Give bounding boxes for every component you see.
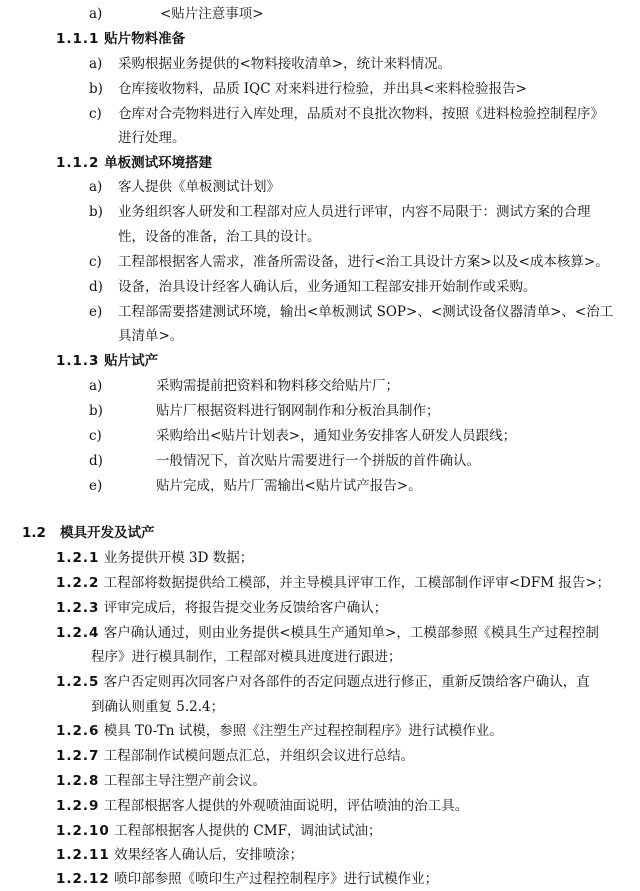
list-marker: e) [89,478,103,494]
list-item-text: <贴片注意事项> [160,6,264,22]
sub-item [56,822,381,840]
list-marker: b) [89,204,103,220]
section-heading [56,154,212,172]
item-text: 业务提供开模 3D 数据； [103,550,254,566]
item-number: 1.2.8 [56,773,100,789]
list-item-continuation: 具清单>。 [118,328,184,344]
item-number: 1.2.9 [56,798,100,814]
list-item-continuation: 性，设备的准备，治工具的设计。 [118,229,321,245]
item-text: 模具 T0-Tn 试模，参照《注塑生产过程控制程序》进行试模作业。 [103,723,503,739]
sub-item [56,797,468,815]
item-number: 1.2.7 [56,748,100,764]
item-text: 工程部根据客人提供的 CMF，调油试试油； [114,823,382,839]
section-title: 模具开发及试产 [60,525,155,541]
item-text: 工程部根据客人提供的外观喷油面说明，评估喷油的治工具。 [103,798,469,814]
list-item-continuation: 进行处理。 [118,130,186,146]
section-title: 贴片试产 [104,353,159,369]
list-item-text: 仓库对合壳物料进行入库处理，品质对不良批次物料，按照《进料检验控制程序》 [118,106,604,122]
list-marker: e) [89,304,103,320]
item-text: 工程部主导注塑产前会议。 [103,773,266,789]
sub-item [56,747,414,765]
list-marker: c) [89,106,102,122]
list-item-text: 仓库接收物料，品质 IQC 对来料进行检验，并出具<来料检验报告> [118,81,527,97]
item-number: 1.2.6 [56,723,100,739]
item-number: 1.2.11 [56,847,110,863]
sub-item [56,673,590,691]
list-marker: c) [89,428,102,444]
item-continuation: 到确认则重复 5.2.4； [91,699,225,715]
section-heading [56,30,185,48]
item-text: 客户确认通过，则由业务提供<模具生产通知单>，工模部参照《模具生产过程控制 [103,625,599,641]
sub-item [56,722,503,740]
item-number: 1.2.10 [56,823,110,839]
sub-item [56,574,610,592]
item-number: 1.2.3 [56,600,100,616]
item-number: 1.2.2 [56,575,100,591]
item-text: 工程部制作试模问题点汇总，并组织会议进行总结。 [103,748,415,764]
item-number: 1.2.1 [56,550,100,566]
list-item-text: 采购给出<贴片计划表>，通知业务安排客人研发人员跟线； [156,428,517,444]
list-marker: a) [89,6,103,22]
item-number: 1.2.12 [56,871,110,887]
sub-item [56,599,387,617]
list-marker: d) [89,279,103,295]
list-marker: a) [89,179,103,195]
section-heading [56,352,158,370]
section-number: 1.1.2 [56,155,100,171]
list-item-text: 贴片完成，贴片厂需输出<贴片试产报告>。 [156,478,422,494]
list-item-text: 工程部需要搭建测试环境，输出<单板测试 SOP>、<测试设备仪器清单>、<治工 [118,304,614,320]
item-text: 喷印部参照《喷印生产过程控制程序》进行试模作业； [114,871,439,887]
section-heading [22,524,155,542]
list-marker: b) [89,403,103,419]
item-text: 评审完成后，将报告提交业务反馈给客户确认； [103,600,388,616]
item-text: 工程部将数据提供给工模部，并主导模具评审工作，工模部制作评审<DFM 报告>； [103,575,611,591]
list-item-text: 贴片厂根据资料进行钢网制作和分板治具制作； [156,403,440,419]
list-item-text: 采购根据业务提供的<物料接收清单>，统计来料情况。 [118,56,452,72]
section-number: 1.2 [22,525,46,541]
sub-item [56,846,303,864]
list-item-text: 客人提供《单板测试计划》 [118,179,280,195]
list-marker: c) [89,254,102,270]
list-marker: a) [89,378,103,394]
list-item-text: 工程部根据客人需求，准备所需设备，进行<治工具设计方案>以及<成本核算>。 [118,254,609,270]
list-marker: d) [89,453,103,469]
list-item-text: 采购需提前把资料和物料移交给贴片厂； [156,378,399,394]
sub-item [56,549,253,567]
section-number: 1.1.1 [56,31,100,47]
item-text: 效果经客人确认后，安排喷涂； [114,847,304,863]
section-title: 单板测试环境搭建 [104,155,213,171]
sub-item [56,624,599,642]
list-item-text: 业务组织客人研发和工程部对应人员进行评审，内容不局限于：测试方案的合理 [118,204,591,220]
item-number: 1.2.4 [56,625,100,641]
item-continuation: 程序》进行模具制作，工程部对模具进度进行跟进； [91,649,402,665]
list-item-text: 一般情况下，首次贴片需要进行一个拼版的首件确认。 [156,453,480,469]
section-title: 贴片物料准备 [104,31,186,47]
section-number: 1.1.3 [56,353,100,369]
item-text: 客户否定则再次同客户对各部件的否定问题点进行修正，重新反馈给客户确认，直 [103,674,590,690]
item-number: 1.2.5 [56,674,100,690]
sub-item [56,870,438,888]
sub-item [56,772,266,790]
list-item-text: 设备，治具设计经客人确认后，业务通知工程部安排开始制作或采购。 [118,279,537,295]
list-marker: b) [89,81,103,97]
list-marker: a) [89,56,103,72]
